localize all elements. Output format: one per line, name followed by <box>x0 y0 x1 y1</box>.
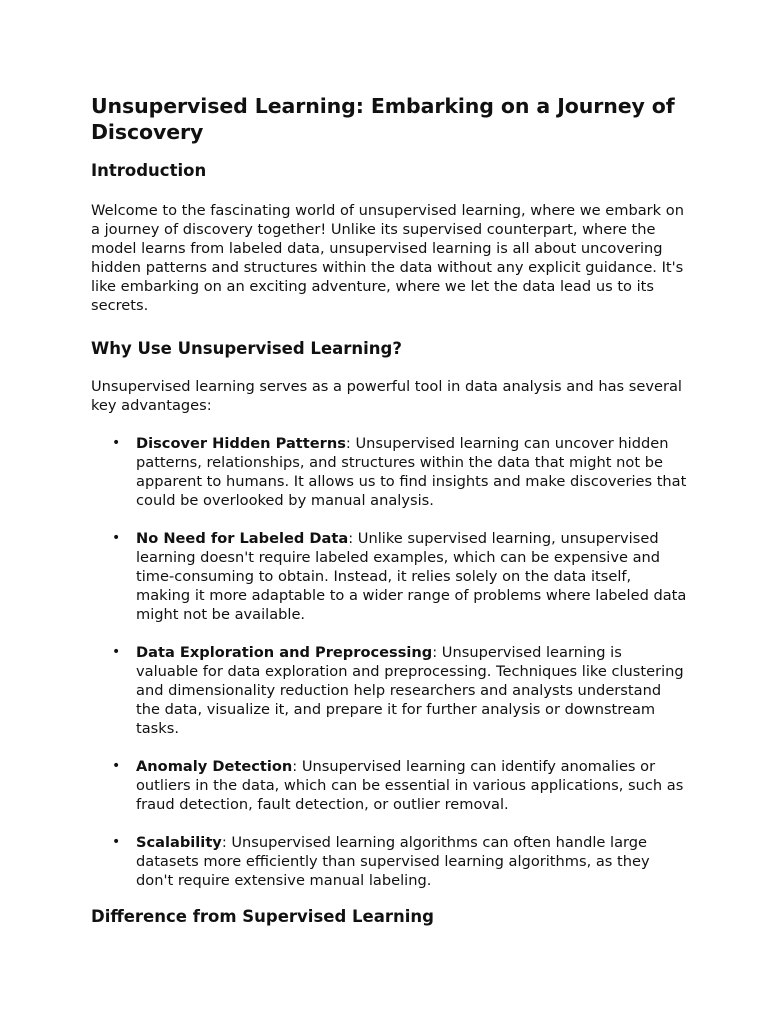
bullet-icon: • <box>112 834 121 850</box>
list-item <box>91 434 688 510</box>
list-item-term: Anomaly Detection <box>136 758 293 775</box>
bullet-icon: • <box>112 435 121 451</box>
list-item-text: : Unsupervised learning is valuable for data exploration and preprocessing. Techniques like clustering and dimensionality reduction help researchers and analysts understand the data, visualize it, and prepare it for further analysis or downstream tasks. <box>136 644 684 737</box>
advantages-list <box>91 434 688 890</box>
list-item-text: : Unsupervised learning algorithms can often handle large datasets more efficiently than supervised learning algorithms, as they don't require extensive manual labeling. <box>136 834 650 889</box>
list-item-term: Discover Hidden Patterns <box>136 435 346 452</box>
list-item-term: No Need for Labeled Data <box>136 530 349 547</box>
list-item <box>91 529 688 624</box>
introduction-paragraph: Welcome to the fascinating world of unsupervised learning, where we embark on a journey of discovery together! Unlike its supervised counterpart, where the model learns from labeled data, unsupervised learning is all about uncovering hidden patterns and structures within the data without any explicit guidance. It's like embarking on an exciting adventure, where we let the data lead us to its secrets. <box>91 202 684 314</box>
why-paragraph: Unsupervised learning serves as a powerful tool in data analysis and has several key advantages: <box>91 378 682 414</box>
list-item-text: : Unsupervised learning can identify anomalies or outliers in the data, which can be essential in various applications, such as fraud detection, fault detection, or outlier removal. <box>136 758 684 813</box>
section-heading-why: Why Use Unsupervised Learning? <box>91 339 402 358</box>
list-item-text: : Unsupervised learning can uncover hidden patterns, relationships, and structures within the data that might not be apparent to humans. It allows us to find insights and make discoveries that could be overlooked by manual analysis. <box>136 435 687 509</box>
list-item-term: Scalability <box>136 834 222 851</box>
list-item <box>91 643 688 738</box>
section-heading-introduction: Introduction <box>91 161 207 180</box>
section-heading-difference: Difference from Supervised Learning <box>91 907 434 926</box>
list-item <box>91 757 688 814</box>
document-title: Unsupervised Learning: Embarking on a Journey of Discovery <box>91 94 675 144</box>
list-item-text: : Unlike supervised learning, unsupervised learning doesn't require labeled examples, which can be expensive and time-consuming to obtain. Instead, it relies solely on the data itself, making it more adaptable to a wider range of problems where labeled data might not be available. <box>136 530 687 623</box>
bullet-icon: • <box>112 758 121 774</box>
list-item-term: Data Exploration and Preprocessing <box>136 644 433 661</box>
bullet-icon: • <box>112 644 121 660</box>
list-item <box>91 833 688 890</box>
bullet-icon: • <box>112 530 121 546</box>
